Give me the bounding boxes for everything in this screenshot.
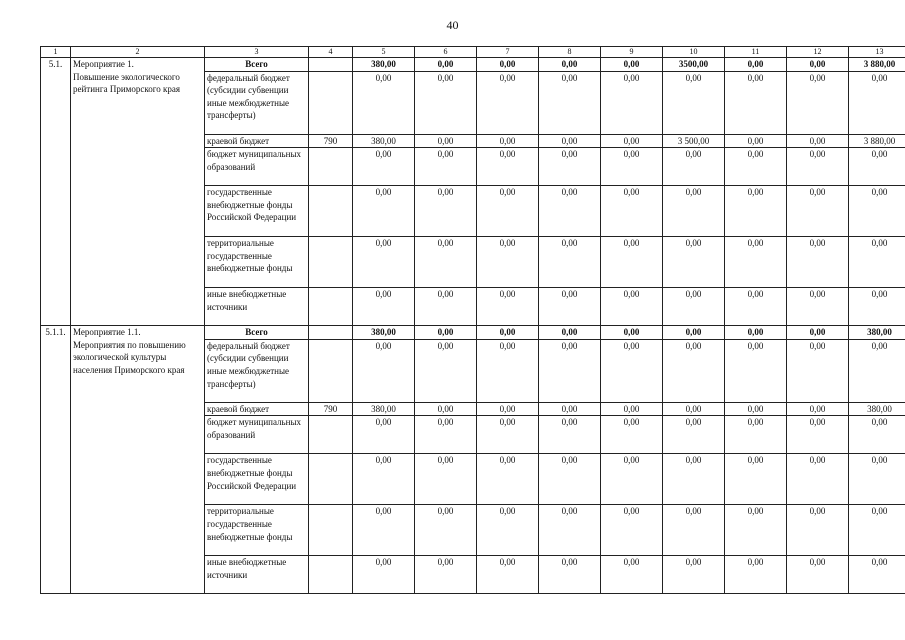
- funding-source-label: территориальные государственные внебюджетные фонды: [205, 237, 309, 288]
- amount-cell: 0,00: [477, 454, 539, 505]
- amount-cell: 0,00: [725, 454, 787, 505]
- amount-cell: 0,00: [849, 505, 905, 556]
- amount-cell: 0,00: [539, 186, 601, 237]
- amount-cell: 380,00: [353, 134, 415, 148]
- amount-cell: 0,00: [663, 326, 725, 340]
- budget-code-cell: [309, 339, 353, 402]
- section-name: Мероприятие 1.1. Мероприятия по повышению экологической культуры населения Приморского края: [71, 326, 205, 594]
- amount-cell: 0,00: [353, 186, 415, 237]
- amount-cell: 0,00: [353, 556, 415, 594]
- amount-cell: 0,00: [663, 237, 725, 288]
- amount-cell: 0,00: [725, 288, 787, 326]
- column-number-cell: 11: [725, 47, 787, 58]
- amount-cell: 0,00: [601, 186, 663, 237]
- amount-cell: 0,00: [787, 326, 849, 340]
- funding-source-label: Всего: [205, 58, 309, 72]
- amount-cell: 0,00: [787, 71, 849, 134]
- budget-code-cell: [309, 454, 353, 505]
- amount-cell: 0,00: [849, 339, 905, 402]
- budget-code-cell: [309, 556, 353, 594]
- amount-cell: 0,00: [539, 402, 601, 416]
- column-number-cell: 9: [601, 47, 663, 58]
- amount-cell: 0,00: [415, 288, 477, 326]
- column-number-cell: 3: [205, 47, 309, 58]
- amount-cell: 0,00: [539, 58, 601, 72]
- amount-cell: 0,00: [663, 339, 725, 402]
- amount-cell: 0,00: [415, 339, 477, 402]
- amount-cell: 0,00: [849, 416, 905, 454]
- funding-source-label: иные внебюджетные источники: [205, 556, 309, 594]
- funding-source-label: бюджет муниципальных образований: [205, 148, 309, 186]
- amount-cell: 0,00: [787, 454, 849, 505]
- amount-cell: 0,00: [415, 134, 477, 148]
- funding-source-label: территориальные государственные внебюджетные фонды: [205, 505, 309, 556]
- amount-cell: 0,00: [415, 58, 477, 72]
- amount-cell: 0,00: [415, 71, 477, 134]
- funding-source-label: бюджет муниципальных образований: [205, 416, 309, 454]
- amount-cell: 0,00: [477, 58, 539, 72]
- budget-code-cell: [309, 505, 353, 556]
- section-number: 5.1.: [41, 58, 71, 326]
- amount-cell: 0,00: [477, 288, 539, 326]
- amount-cell: 0,00: [787, 339, 849, 402]
- amount-cell: 0,00: [353, 71, 415, 134]
- budget-code-cell: 790: [309, 402, 353, 416]
- amount-cell: 0,00: [849, 288, 905, 326]
- amount-cell: 0,00: [663, 186, 725, 237]
- amount-cell: 0,00: [787, 58, 849, 72]
- amount-cell: 0,00: [477, 134, 539, 148]
- budget-code-cell: [309, 288, 353, 326]
- amount-cell: 0,00: [663, 402, 725, 416]
- amount-cell: 0,00: [477, 556, 539, 594]
- amount-cell: 3 500,00: [663, 134, 725, 148]
- amount-cell: 0,00: [415, 556, 477, 594]
- page-number: 40: [446, 18, 459, 32]
- amount-cell: 0,00: [539, 148, 601, 186]
- amount-cell: 0,00: [725, 505, 787, 556]
- budget-table: [40, 46, 905, 594]
- budget-code-cell: [309, 416, 353, 454]
- amount-cell: 0,00: [477, 148, 539, 186]
- amount-cell: 0,00: [539, 416, 601, 454]
- amount-cell: 0,00: [539, 339, 601, 402]
- amount-cell: 0,00: [849, 71, 905, 134]
- amount-cell: 0,00: [415, 186, 477, 237]
- amount-cell: 0,00: [601, 339, 663, 402]
- amount-cell: 0,00: [787, 556, 849, 594]
- section-total-row: [41, 326, 905, 340]
- amount-cell: 3 880,00: [849, 58, 905, 72]
- column-number-cell: 10: [663, 47, 725, 58]
- amount-cell: 0,00: [725, 556, 787, 594]
- amount-cell: 0,00: [725, 71, 787, 134]
- amount-cell: 0,00: [787, 505, 849, 556]
- amount-cell: 0,00: [601, 454, 663, 505]
- amount-cell: 380,00: [353, 326, 415, 340]
- amount-cell: 380,00: [849, 326, 905, 340]
- amount-cell: 0,00: [539, 71, 601, 134]
- amount-cell: 0,00: [539, 454, 601, 505]
- amount-cell: 0,00: [353, 339, 415, 402]
- column-number-cell: 4: [309, 47, 353, 58]
- amount-cell: 0,00: [787, 288, 849, 326]
- amount-cell: 0,00: [415, 402, 477, 416]
- amount-cell: 380,00: [353, 58, 415, 72]
- amount-cell: 0,00: [601, 556, 663, 594]
- amount-cell: 0,00: [787, 402, 849, 416]
- amount-cell: 0,00: [601, 237, 663, 288]
- funding-source-label: краевой бюджет: [205, 402, 309, 416]
- amount-cell: 0,00: [477, 326, 539, 340]
- amount-cell: 0,00: [849, 454, 905, 505]
- budget-code-cell: [309, 237, 353, 288]
- amount-cell: 0,00: [539, 288, 601, 326]
- amount-cell: 0,00: [415, 454, 477, 505]
- column-number-cell: 2: [71, 47, 205, 58]
- amount-cell: 0,00: [849, 237, 905, 288]
- amount-cell: 0,00: [725, 326, 787, 340]
- amount-cell: 0,00: [353, 454, 415, 505]
- amount-cell: 0,00: [601, 416, 663, 454]
- column-number-cell: 12: [787, 47, 849, 58]
- amount-cell: 0,00: [601, 402, 663, 416]
- amount-cell: 0,00: [787, 416, 849, 454]
- amount-cell: 0,00: [539, 556, 601, 594]
- amount-cell: 0,00: [539, 505, 601, 556]
- amount-cell: 0,00: [725, 134, 787, 148]
- amount-cell: 0,00: [415, 237, 477, 288]
- funding-source-label: государственные внебюджетные фонды Российской Федерации: [205, 186, 309, 237]
- amount-cell: 0,00: [601, 148, 663, 186]
- funding-source-label: государственные внебюджетные фонды Российской Федерации: [205, 454, 309, 505]
- amount-cell: 0,00: [663, 71, 725, 134]
- amount-cell: 0,00: [601, 288, 663, 326]
- amount-cell: 0,00: [353, 416, 415, 454]
- amount-cell: 0,00: [663, 556, 725, 594]
- amount-cell: 0,00: [477, 339, 539, 402]
- amount-cell: 0,00: [725, 58, 787, 72]
- amount-cell: 0,00: [415, 416, 477, 454]
- amount-cell: 0,00: [725, 416, 787, 454]
- amount-cell: 0,00: [787, 134, 849, 148]
- amount-cell: 0,00: [477, 71, 539, 134]
- amount-cell: 0,00: [415, 505, 477, 556]
- column-number-cell: 6: [415, 47, 477, 58]
- amount-cell: 3500,00: [663, 58, 725, 72]
- amount-cell: 0,00: [415, 326, 477, 340]
- amount-cell: 0,00: [601, 71, 663, 134]
- amount-cell: 0,00: [477, 402, 539, 416]
- amount-cell: 0,00: [539, 237, 601, 288]
- amount-cell: 380,00: [849, 402, 905, 416]
- column-number-cell: 7: [477, 47, 539, 58]
- funding-source-label: федеральный бюджет (субсидии субвенции иные межбюджетные трансферты): [205, 71, 309, 134]
- budget-code-cell: [309, 58, 353, 72]
- section-total-row: [41, 58, 905, 72]
- amount-cell: 0,00: [415, 148, 477, 186]
- amount-cell: 0,00: [539, 326, 601, 340]
- amount-cell: 0,00: [353, 237, 415, 288]
- funding-source-label: иные внебюджетные источники: [205, 288, 309, 326]
- section-name: Мероприятие 1. Повышение экологического рейтинга Приморского края: [71, 58, 205, 326]
- budget-code-cell: [309, 71, 353, 134]
- amount-cell: 0,00: [663, 288, 725, 326]
- amount-cell: 0,00: [725, 339, 787, 402]
- amount-cell: 0,00: [787, 237, 849, 288]
- amount-cell: 0,00: [663, 454, 725, 505]
- amount-cell: 0,00: [849, 556, 905, 594]
- budget-code-cell: 790: [309, 134, 353, 148]
- funding-source-label: Всего: [205, 326, 309, 340]
- column-number-row: [41, 47, 905, 58]
- amount-cell: 0,00: [849, 186, 905, 237]
- budget-code-cell: [309, 186, 353, 237]
- column-number-cell: 8: [539, 47, 601, 58]
- amount-cell: 380,00: [353, 402, 415, 416]
- amount-cell: 0,00: [477, 416, 539, 454]
- amount-cell: 0,00: [601, 58, 663, 72]
- section-number: 5.1.1.: [41, 326, 71, 594]
- amount-cell: 0,00: [601, 505, 663, 556]
- amount-cell: 0,00: [787, 148, 849, 186]
- amount-cell: 0,00: [725, 148, 787, 186]
- funding-source-label: федеральный бюджет (субсидии субвенции иные межбюджетные трансферты): [205, 339, 309, 402]
- column-number-cell: 5: [353, 47, 415, 58]
- amount-cell: 0,00: [663, 505, 725, 556]
- amount-cell: 0,00: [725, 186, 787, 237]
- amount-cell: 0,00: [601, 134, 663, 148]
- amount-cell: 0,00: [353, 148, 415, 186]
- amount-cell: 0,00: [477, 505, 539, 556]
- budget-code-cell: [309, 148, 353, 186]
- amount-cell: 3 880,00: [849, 134, 905, 148]
- amount-cell: 0,00: [353, 288, 415, 326]
- amount-cell: 0,00: [787, 186, 849, 237]
- amount-cell: 0,00: [477, 186, 539, 237]
- funding-source-label: краевой бюджет: [205, 134, 309, 148]
- budget-code-cell: [309, 326, 353, 340]
- amount-cell: 0,00: [663, 148, 725, 186]
- amount-cell: 0,00: [849, 148, 905, 186]
- amount-cell: 0,00: [353, 505, 415, 556]
- amount-cell: 0,00: [477, 237, 539, 288]
- amount-cell: 0,00: [663, 416, 725, 454]
- amount-cell: 0,00: [725, 237, 787, 288]
- amount-cell: 0,00: [725, 402, 787, 416]
- column-number-cell: 13: [849, 47, 905, 58]
- amount-cell: 0,00: [539, 134, 601, 148]
- column-number-cell: 1: [41, 47, 71, 58]
- amount-cell: 0,00: [601, 326, 663, 340]
